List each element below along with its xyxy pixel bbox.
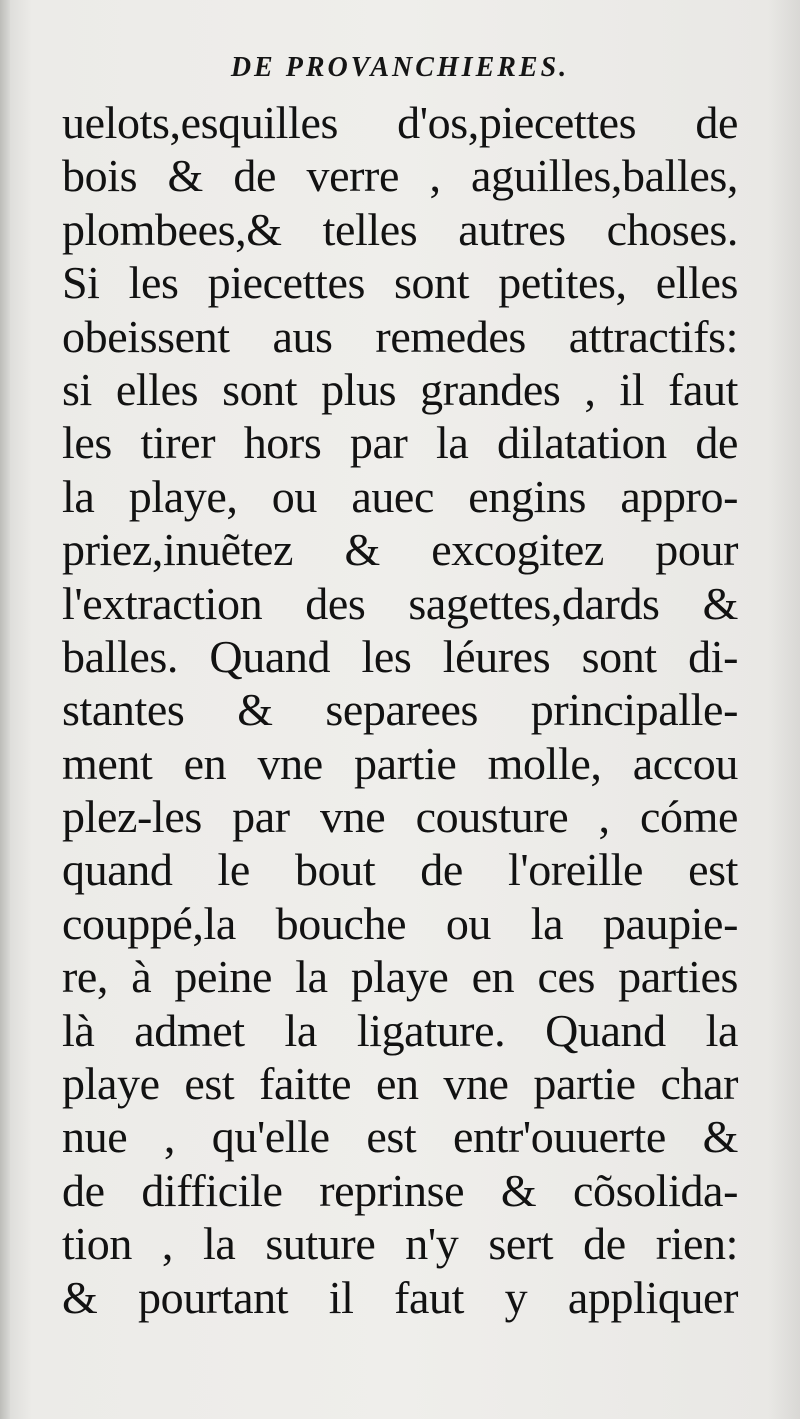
text-line: & pourtant il faut y appliquer xyxy=(62,1271,738,1323)
running-head: DE PROVANCHIERES. xyxy=(230,52,570,83)
page-edge-shadow xyxy=(0,0,10,1419)
text-line: bois & de verre , aguilles,balles, xyxy=(62,150,738,202)
body-text xyxy=(62,96,738,1324)
text-line: Si les piecettes sont petites, elles xyxy=(62,257,738,309)
text-line: l'extraction des sagettes,dards & xyxy=(62,577,738,629)
text-line: ment en vne partie molle, accou xyxy=(62,737,738,789)
text-line: là admet la ligature. Quand la xyxy=(62,1004,738,1056)
text-line: les tirer hors par la dilatation de xyxy=(62,417,738,469)
text-line: couppé,la bouche ou la paupie- xyxy=(62,897,738,949)
text-line: re, à peine la playe en ces parties xyxy=(62,951,738,1003)
text-line: si elles sont plus grandes , il faut xyxy=(62,363,738,415)
text-line: priez,inuẽtez & excogitez pour xyxy=(62,524,738,576)
text-line: balles. Quand les léures sont di- xyxy=(62,630,738,682)
text-line: tion , la suture n'y sert de rien: xyxy=(62,1218,738,1270)
text-line: de difficile reprinse & cõsolida- xyxy=(62,1164,738,1216)
text-line: playe est faitte en vne partie char xyxy=(62,1058,738,1110)
text-line: la playe, ou auec engins appro- xyxy=(62,470,738,522)
text-line: uelots,esquilles d'os,piecettes de xyxy=(62,97,738,148)
text-line: obeissent aus remedes attractifs: xyxy=(62,310,738,362)
text-line: stantes & separees principalle- xyxy=(62,684,738,736)
text-line: nue , qu'elle est entr'ouuerte & xyxy=(62,1111,738,1163)
text-line: plez-les par vne cousture , cóme xyxy=(62,791,738,843)
text-line: plombees,& telles autres choses. xyxy=(62,203,738,255)
text-line: quand le bout de l'oreille est xyxy=(62,844,738,896)
